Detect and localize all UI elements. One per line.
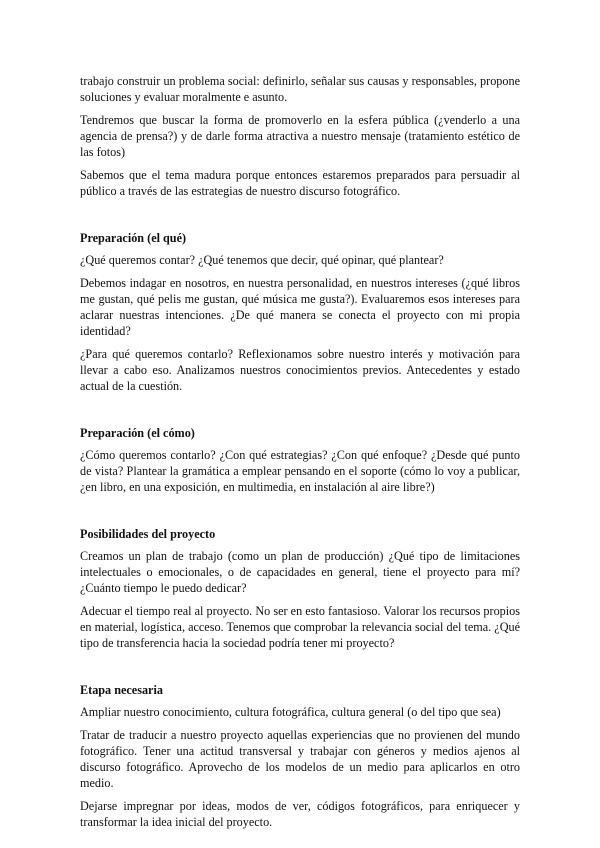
section-spacer xyxy=(80,206,520,230)
document-page xyxy=(80,73,520,837)
section-heading: Preparación (el qué) xyxy=(80,231,187,245)
section-etapa-necesaria xyxy=(80,682,520,830)
section-paragraph: Adecuar el tiempo real al proyecto. No ser en esto fantasioso. Valorar los recursos propios en material, logística, acceso. Tenemos que comprobar la relevancia social del tema. ¿Qué tipo de transferencia hacia la sociedad podría tener mi proyecto? xyxy=(80,604,520,650)
section-paragraph: ¿Para qué queremos contarlo? Reflexionamos sobre nuestro interés y motivación para llevar a cabo eso. Analizamos nuestros conocimientos previos. Antecedentes y estado actual de la cuestión. xyxy=(80,347,520,393)
intro-paragraph-3: Sabemos que el tema madura porque entonces estaremos preparados para persuadir al público a través de las estrategias de nuestro discurso fotográfico. xyxy=(80,168,520,198)
section-posibilidades xyxy=(80,526,520,651)
section-spacer xyxy=(80,401,520,425)
section-paragraph: Creamos un plan de trabajo (como un plan de producción) ¿Qué tipo de limitaciones intelectuales o emocionales, o de capacidades en general, tiene el proyecto para mí? ¿Cuánto tiempo le puedo dedicar? xyxy=(80,549,520,595)
section-paragraph: Ampliar nuestro conocimiento, cultura fotográfica, cultura general (o del tipo que sea) xyxy=(80,705,501,719)
section-spacer xyxy=(80,658,520,682)
intro-paragraph-2: Tendremos que buscar la forma de promoverlo en la esfera pública (¿venderlo a una agencia de prensa?) y de darle forma atractiva a nuestro mensaje (tratamiento estético de las fotos) xyxy=(80,113,520,159)
section-preparacion-que xyxy=(80,230,520,394)
intro-paragraph-1: trabajo construir un problema social: definirlo, señalar sus causas y responsables, propone soluciones y evaluar moralmente e asunto. xyxy=(80,74,520,104)
section-spacer xyxy=(80,502,520,526)
section-paragraph: ¿Qué queremos contar? ¿Qué tenemos que decir, qué opinar, qué plantear? xyxy=(80,253,444,267)
section-paragraph: Debemos indagar en nosotros, en nuestra personalidad, en nuestros intereses (¿qué libros me gustan, qué pelis me gustan, qué música me gusta?). Evaluaremos esos intereses para aclarar nuestras intenciones. ¿De qué manera se conecta el proyecto con mi propia identidad? xyxy=(80,276,520,338)
section-paragraph: ¿Cómo queremos contarlo? ¿Con qué estrategias? ¿Con qué enfoque? ¿Desde qué punto de vista? Plantear la gramática a emplear pensando en el soporte (cómo lo voy a publicar, ¿en libro, en una exposición, en multimedia, en instalación al aire libre?) xyxy=(80,448,520,494)
section-heading: Posibilidades del proyecto xyxy=(80,527,216,541)
section-heading: Preparación (el cómo) xyxy=(80,426,195,440)
section-heading: Etapa necesaria xyxy=(80,683,163,697)
section-paragraph: Tratar de traducir a nuestro proyecto aquellas experiencias que no provienen del mundo fotográfico. Tener una actitud transversal y trabajar con géneros y medios ajenos al discurso fotográfico. Aprovecho de los modelos de un medio para aplicarlos en otro medio. xyxy=(80,728,520,790)
section-preparacion-como xyxy=(80,425,520,495)
section-paragraph: Dejarse impregnar por ideas, modos de ver, códigos fotográficos, para enriquecer y transformar la idea inicial del proyecto. xyxy=(80,799,520,829)
